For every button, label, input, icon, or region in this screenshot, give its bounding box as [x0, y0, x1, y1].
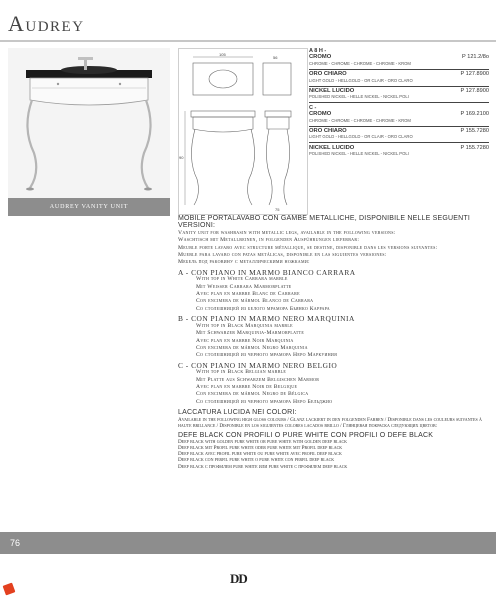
section-b-line: Mit Schwarzer Marquinia-Marmorplatte: [196, 330, 305, 337]
product-description: [178, 215, 490, 470]
profiles-line: Deep black con perfil pure white o pure white con perfil deep black: [178, 457, 335, 464]
photo-caption: AUDREY VANITY UNIT: [8, 198, 170, 216]
description-line: Мебель под раковину с металлическими ножками:: [178, 259, 310, 266]
footer-bar: [0, 532, 496, 554]
section-a-line: With top in White Carrara marble: [196, 276, 288, 283]
price-row: ORO CHIARO P 155.7280 LIGHT GOLD - HELLGOLD - OR CLAIR - ORO CLARO: [309, 128, 489, 140]
section-a-line: Mit Weisser Carrara Marmorplatte: [196, 283, 292, 290]
section-a-line: Con encimera de mármol Blanco de Carrara: [196, 298, 314, 305]
price-list: [309, 48, 489, 213]
section-b-title: B - CON PIANO IN MARMO NERO MARQUINIA: [178, 314, 355, 324]
page-number: 76: [10, 538, 21, 548]
dim-top: 105: [219, 52, 226, 57]
dim-depth: 75: [275, 207, 280, 212]
lacquer-heading: LACCATURA LUCIDA NEI COLORI:: [178, 409, 297, 417]
section-b-line: Со столешницей из черного мрамора Неро Маркуиния: [196, 352, 338, 359]
profiles-heading: DEFE BLACK CON PROFILI O PURE WHITE CON PROFILI O DEFE BLACK: [178, 431, 434, 439]
dim-side: 56: [273, 55, 278, 60]
section-b-line: With top in Black Marquinia marble: [196, 322, 293, 329]
price-row: NICKEL LUCIDO P 127.8900 POLISHED NICKEL - HELLE NICKEL - NICKEL POLI: [309, 88, 489, 100]
price-group-code-2: C -: [309, 104, 317, 111]
price-row: CROMO P 121.2/8o CHROME - CHROME - CHROME - CHROME - KROM: [309, 54, 489, 66]
section-c-line: Со столешницей из черного мрамора Неро Бельджио: [196, 398, 333, 405]
section-c-line: Mit Platte aus Schwarzem Belgischen Marmor: [196, 376, 320, 383]
price-row: CROMO P 169.2100 CHROME - CHROME - CHROME - CHROME - KROM: [309, 111, 489, 123]
price-row: ORO CHIARO P 127.8900 LIGHT GOLD - HELLGOLD - OR CLAIR - ORO CLARO: [309, 71, 489, 83]
price-row: NICKEL LUCIDO P 155.7280 POLISHED NICKEL - HELLE NICKEL - NICKEL POLI: [309, 144, 489, 157]
profiles-line: Deep black с профилем pure white или pure white с профилем deep black: [178, 463, 348, 470]
description-heading: MOBILE PORTALAVABO CON GAMBE METALLICHE, DISPONIBILE NELLE SEGUENTI VERSIONI:: [178, 215, 471, 230]
section-c-line: Avec plan en marbre Noir de Belgique: [196, 383, 298, 390]
section-a-title: A - CON PIANO IN MARMO BIANCO CARRARA: [178, 267, 356, 277]
description-line: Vanity unit for washbasin with metallic legs, available in the following versions:: [178, 229, 396, 236]
page-title: Audrey: [8, 11, 85, 36]
profiles-line: Deep black with golden pure white or pure white with golden deep black: [178, 439, 348, 446]
description-line: Waschtisch mit Metallbeinen, in folgenden Ausführungen lieferbar:: [178, 237, 360, 244]
section-a-line: Avec plan en marbre Blanc de Carrare: [196, 291, 300, 298]
brand-logo: DD: [230, 571, 247, 586]
price-group-code-1: A 8 H -: [309, 48, 327, 54]
dim-height: 90: [179, 155, 184, 160]
bookmark-icon[interactable]: [3, 583, 16, 596]
profiles-line: Deep black avec profil pure white ou pure white avec profil deep black: [178, 451, 342, 458]
lacquer-text: Available in the following high gloss colours / Glanz lackiert in den folgenden Farben / Disponible dans les couleurs suivantes à haute brillance / Disponible en los siguientes colores lacados brillo / Глянцевая покраска следующих цветов:: [178, 416, 482, 429]
section-b-line: Con encimera de mármol Negro Marquinia: [196, 344, 308, 351]
section-c-title: C - CON PIANO IN MARMO NERO BELGIO: [178, 360, 338, 370]
technical-drawing: [178, 48, 308, 215]
profiles-line: Deep black mit Profil pure white oder pure white mit Profil deep black: [178, 445, 343, 452]
product-photo: [8, 48, 170, 216]
description-line: Mueble para lavabo con patas metálicas, disponible en las siguientes versiones:: [178, 252, 387, 259]
title-divider: [0, 40, 496, 42]
section-c-line: With top in Black Belgian marble: [196, 369, 287, 376]
section-c-line: Con encimera de mármol Negro de Bélgica: [196, 391, 309, 398]
description-line: Meuble porte lavabo avec structure métallique, se destine, disponible dans les versions suivantes:: [178, 244, 438, 251]
section-b-line: Avec plan en marbre Noir Marquinia: [196, 337, 294, 344]
section-a-line: Со столешницей из белого мрамора Бьянко Каррара: [196, 305, 330, 312]
